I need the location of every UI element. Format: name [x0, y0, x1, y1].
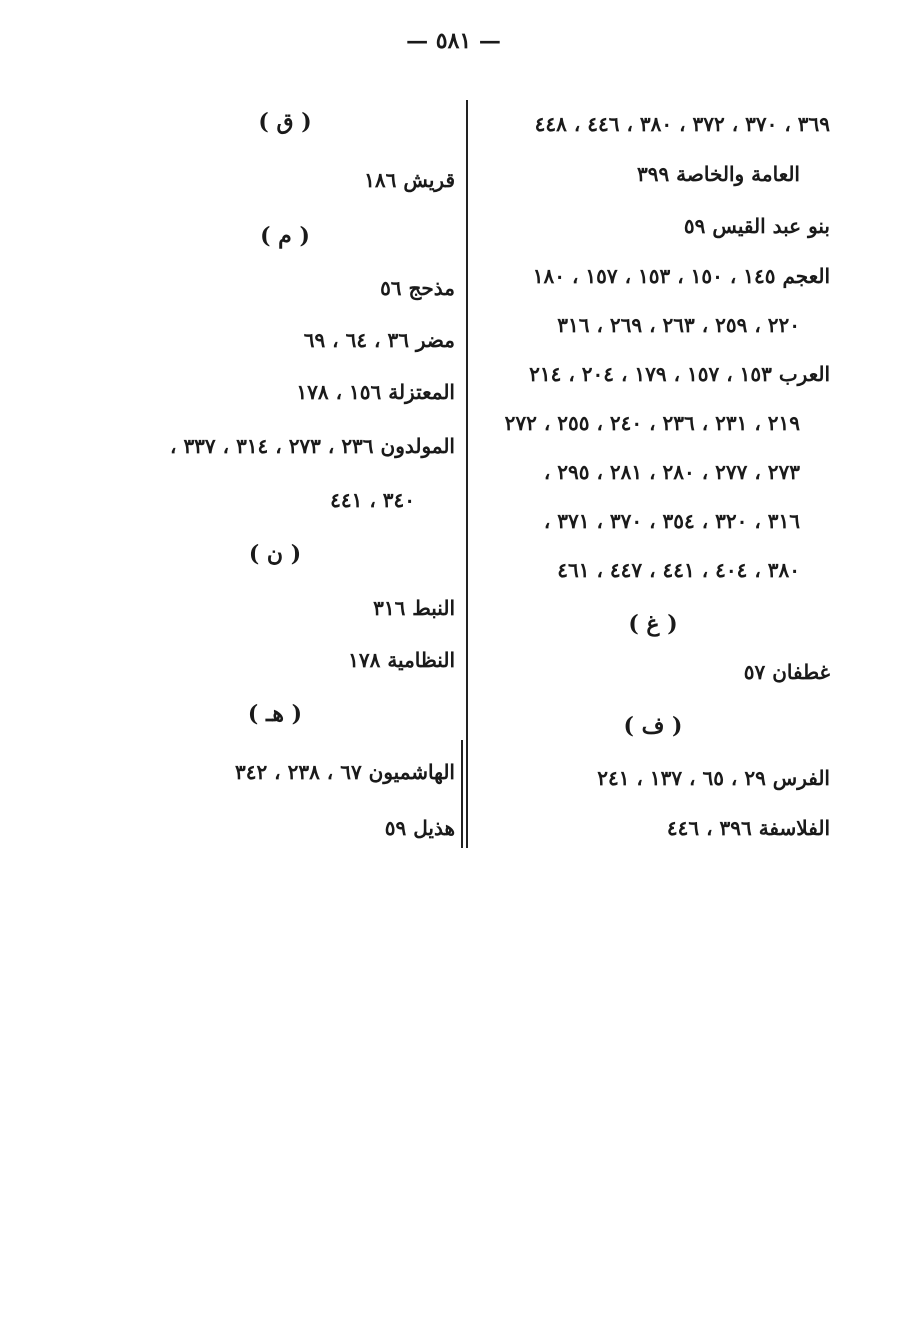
index-line: ٣٨٠ ، ٤٠٤ ، ٤٤١ ، ٤٤٧ ، ٤٦١ — [557, 558, 800, 582]
index-entry: المولدون ٢٣٦ ، ٢٧٣ ، ٣١٤ ، ٣٣٧ ، — [170, 434, 455, 458]
index-entry: العرب ١٥٣ ، ١٥٧ ، ١٧٩ ، ٢٠٤ ، ٢١٤ — [529, 362, 830, 386]
index-entry: مذحج ٥٦ — [380, 276, 455, 300]
index-entry: العامة والخاصة ٣٩٩ — [636, 162, 800, 186]
index-entry: الفرس ٢٩ ، ٦٥ ، ١٣٧ ، ٢٤١ — [597, 766, 830, 790]
index-entry: الهاشميون ٦٧ ، ٢٣٨ ، ٣٤٢ — [234, 760, 455, 784]
index-entry: هذيل ٥٩ — [384, 816, 455, 840]
page-number: — ٥٨١ — — [406, 28, 501, 54]
index-entry: قريش ١٨٦ — [364, 168, 455, 192]
section-heading-ghain: ( غ ) — [628, 611, 678, 637]
index-entry: مضر ٣٦ ، ٦٤ ، ٦٩ — [303, 328, 455, 352]
index-entry: النبط ٣١٦ — [373, 596, 455, 620]
section-heading-fa: ( ف ) — [623, 713, 683, 739]
section-heading-qaf: ( ق ) — [258, 109, 312, 135]
index-entry: المعتزلة ١٥٦ ، ١٧٨ — [296, 380, 455, 404]
column-divider-lower — [461, 740, 463, 848]
index-line: ٣١٦ ، ٣٢٠ ، ٣٥٤ ، ٣٧٠ ، ٣٧١ ، — [543, 509, 800, 533]
index-entry: العجم ١٤٥ ، ١٥٠ ، ١٥٣ ، ١٥٧ ، ١٨٠ — [532, 264, 830, 288]
index-line: ٢٢٠ ، ٢٥٩ ، ٢٦٣ ، ٢٦٩ ، ٣١٦ — [557, 313, 800, 337]
index-line: ٣٦٩ ، ٣٧٠ ، ٣٧٢ ، ٣٨٠ ، ٤٤٦ ، ٤٤٨ — [534, 112, 830, 136]
section-heading-mim: ( م ) — [260, 223, 310, 249]
index-line: ٢٧٣ ، ٢٧٧ ، ٢٨٠ ، ٢٨١ ، ٢٩٥ ، — [543, 460, 800, 484]
index-entry: النظامية ١٧٨ — [348, 648, 455, 672]
section-heading-nun: ( ن ) — [248, 541, 302, 567]
index-entry: الفلاسفة ٣٩٦ ، ٤٤٦ — [666, 816, 830, 840]
column-divider — [466, 100, 468, 848]
index-entry: غطفان ٥٧ — [743, 660, 830, 684]
index-entry: بنو عبد القيس ٥٩ — [683, 214, 830, 238]
index-line: ٢١٩ ، ٢٣١ ، ٢٣٦ ، ٢٤٠ ، ٢٥٥ ، ٢٧٢ — [504, 411, 800, 435]
index-line: ٣٤٠ ، ٤٤١ — [330, 488, 415, 512]
section-heading-ha: ( هـ ) — [247, 701, 303, 727]
